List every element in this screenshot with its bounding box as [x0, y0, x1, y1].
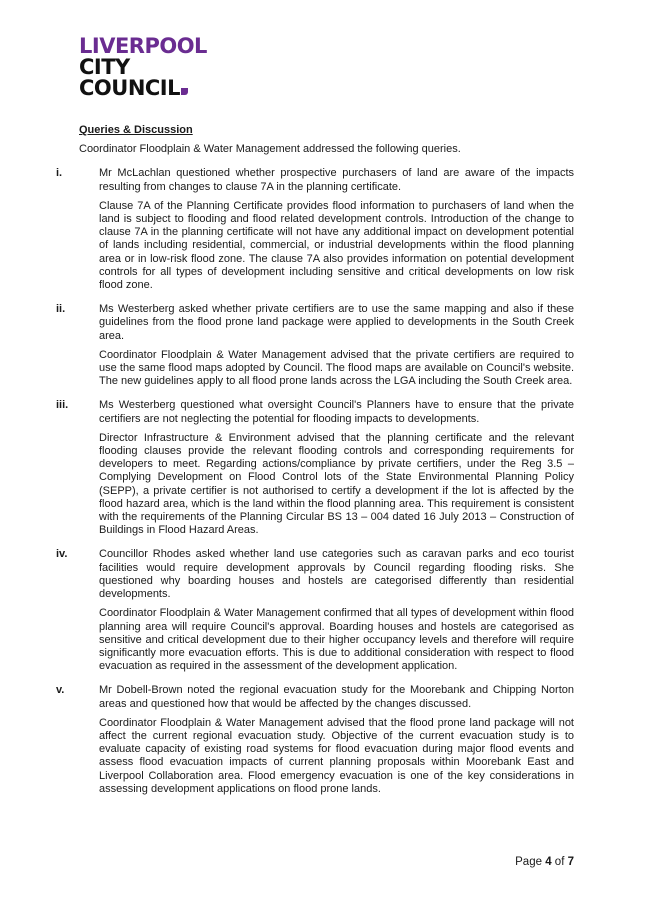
query-marker: ii. [56, 303, 66, 316]
page-prefix: Page [515, 856, 546, 868]
logo-line-3-text: COUNCIL [79, 76, 180, 100]
section-heading: Queries & Discussion [79, 124, 193, 136]
query-question: Mr Dobell-Brown noted the regional evacuation study for the Moorebank and Chipping Norton areas and questioned how that would be affected by the changes discussed. [99, 684, 574, 710]
query-marker: iv. [56, 548, 68, 561]
logo-dot-icon [181, 88, 188, 95]
query-answer: Coordinator Floodplain & Water Management advised that the flood prone land package will not affect the current regional evacuation study. Objective of the current evacuation study is to evaluate capacity of existing road systems for flood evacuation during major flood events and assess flood evacuation impacts of current planning proposals within Moorebank East and Liverpool Collaboration area. Flood emergency evacuation is one of the key considerations in assessing development applications on flood prone lands. [99, 716, 574, 795]
logo-line-2: CITY [79, 55, 130, 79]
council-logo [79, 36, 207, 99]
query-item [56, 303, 574, 388]
query-answer: Clause 7A of the Planning Certificate provides flood information to purchasers of land when the land is subject to flooding and flood related development controls. Introduction of the change to clause 7A in the planning certificate will not have any additional impact on development potential of lands including residential, commercial, or industrial developments within the flood planning area or in low-risk flood zone. The clause 7A also provides information on potential development controls for all types of development including sensitive and critical developments on low risk flood zone. [99, 199, 574, 292]
query-item [56, 548, 574, 673]
query-question: Councillor Rhodes asked whether land use categories such as caravan parks and eco tourist facilities would require development approvals by Council regarding flooding risks. She questioned why boarding houses and hostels are categorised differently than residential developments. [99, 548, 574, 601]
query-question: Ms Westerberg questioned what oversight Council's Planners have to ensure that the private certifiers are not neglecting the potential for flooding impacts to developments. [99, 399, 574, 425]
document-body [56, 124, 574, 807]
query-marker: iii. [56, 399, 69, 412]
query-marker: i. [56, 167, 63, 180]
query-answer: Director Infrastructure & Environment advised that the planning certificate and the relevant flooding clauses provide the relevant flooding controls and corresponding requirements for developers to meet. Regarding actions/compliance by private certifiers, under the Reg 3.5 – Complying Development on Flood Control lots of the State Environmental Planning Policy (SEPP), a private certifier is not authorised to certify a development if the lot is affected by the flood hazard area, which is the land within the flood planning area. This requirement is consistent with the requirements of the Planning Circular BS 13 – 004 dated 16 July 2013 – Construction of Buildings in Flood Hazard Areas. [99, 431, 574, 537]
logo-line-3 [79, 78, 207, 99]
page-current: 4 [545, 856, 552, 868]
page-middle: of [551, 856, 568, 868]
query-item [56, 167, 574, 292]
query-answer: Coordinator Floodplain & Water Management confirmed that all types of development within flood planning area will require Council's approval. Boarding houses and hostels are categorised as sensitive and critical development due to their higher occupancy levels and therefore will require significantly more evacuation efforts. This is due to additional consideration with respect to flood evacuation as required in the assessment of the development application. [99, 607, 574, 673]
query-answer: Coordinator Floodplain & Water Management advised that the private certifiers are required to use the same flood maps adopted by Council. The flood maps are available on Council's website. The new guidelines apply to all flood prone lands across the LGA including the South Creek area. [99, 348, 574, 388]
query-question: Mr McLachlan questioned whether prospective purchasers of land are aware of the impacts resulting from changes to clause 7A in the planning certificate. [99, 167, 574, 193]
query-item [56, 399, 574, 537]
logo-line-1: LIVERPOOL [79, 34, 207, 58]
query-marker: v. [56, 684, 65, 697]
query-item [56, 684, 574, 796]
page-total: 7 [567, 856, 574, 868]
intro-paragraph: Coordinator Floodplain & Water Management addressed the following queries. [79, 143, 461, 156]
page-number [515, 856, 574, 868]
query-question: Ms Westerberg asked whether private certifiers are to use the same mapping and also if these guidelines from the flood prone land package were applied to developments in the South Creek area. [99, 303, 574, 342]
